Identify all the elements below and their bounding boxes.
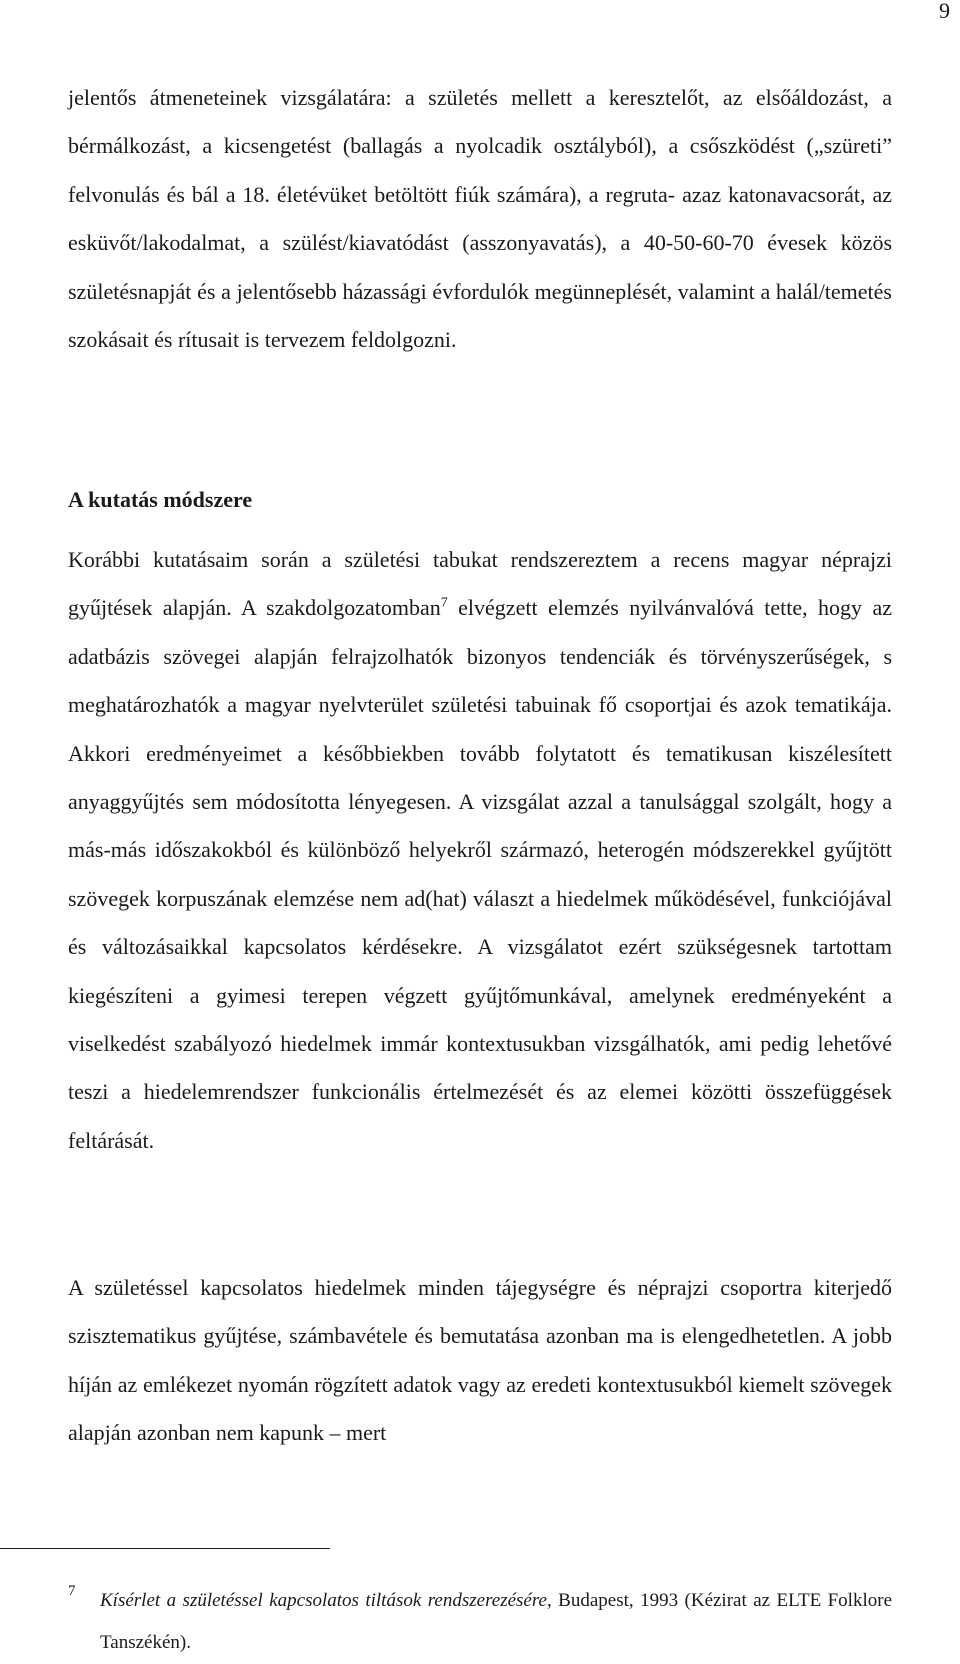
footnote-title: Kísérlet a születéssel kapcsolatos tiltások rendszerezésére: [100, 1590, 547, 1611]
section-heading: A kutatás módszere: [68, 487, 253, 512]
paragraph-method-part1: Korábbi kutatásaim során a születési tabukat rendszereztem a recens magyar néprajzi gyűjtések alapján. A szakdolgozatomban: [68, 547, 892, 621]
paragraph-intro: jelentős átmeneteinek vizsgálatára: a születés mellett a keresztelőt, az elsőáldozást, a bérmálkozást, a kicsengetést (ballagás a nyolcadik osztályból), a csőszködést („szüreti” felvonulás és bál a 18. életévüket betöltött fiúk számára), a regruta- azaz katonavacsorát, az esküvőt/lakodalmat, a szülést/kiavatódást (asszonyavatás), a 40-50-60-70 évesek közös születésnapját és a jelentősebb házassági évfordulók megünneplését, valamint a halál/temetés szokásait és rítusait is tervezem feldolgozni.: [68, 85, 892, 353]
footnote-divider: [0, 1548, 330, 1549]
footnote-reference[interactable]: 7: [440, 596, 448, 612]
footnote-rest: , Budapest, 1993 (Kézirat az ELTE Folklore Tanszékén).: [100, 1590, 893, 1653]
paragraph-collection: A születéssel kapcsolatos hiedelmek minden tájegységre és néprajzi csoportra kiterjedő szisztematikus gyűjtése, számbavétele és bemutatása azonban ma is elengedhetetlen. A jobb híján az emlékezet nyomán rögzített adatok vagy az eredeti kontextusukból kiemelt szövegek alapján azonban nem kapunk – mert: [68, 1275, 892, 1446]
footnote-number: 7: [68, 1583, 76, 1599]
paragraph-method-part2: elvégzett elemzés nyilvánvalóvá tette, hogy az adatbázis szövegei alapján felrajzolhatók bizonyos tendenciák és törvényszerűségek, s meghatározhatók a magyar nyelvterület születési tabuinak fő csoportjai és azok tematikája. Akkori eredményeimet a későbbiekben tovább folytatott és tematikusan kiszélesített anyaggyűjtés sem módosította lényegesen. A vizsgálat azzal a tanulsággal szolgált, hogy a más-más időszakokból és különböző helyekről származó, heterogén módszerekkel gyűjtött szövegek korpuszának elemzése nem ad(hat) választ a hiedelmek működésével, funkciójával és változásaikkal kapcsolatos kérdésekre. A vizsgálatot ezért szükségesnek tartottam kiegészíteni a gyimesi terepen végzett gyűjtőmunkával, amelynek eredményeként a viselkedést szabályozó hiedelmek immár kontextusukban vizsgálhatók, ami pedig lehetővé teszi a hiedelemrendszer funkcionális értelmezését és az elemei közötti összefüggések feltárását.: [68, 595, 892, 1153]
paragraph-method: [68, 536, 892, 1165]
footnote-text: [100, 1580, 892, 1664]
page-number: 9: [939, 0, 950, 23]
